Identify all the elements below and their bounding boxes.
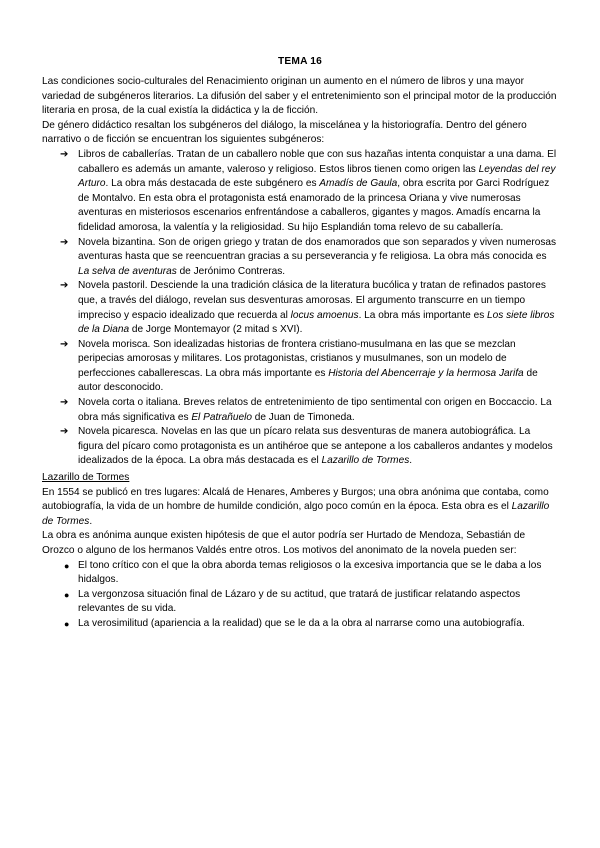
anonymity-reasons-list xyxy=(42,559,558,632)
list-item xyxy=(42,588,558,617)
list-item-text: Libros de caballerías. Tratan de un caballero noble que con sus hazañas intenta conquistar a una dama. El caballero es además un amante, valeroso y religioso. Estos libros tienen como origen las Leyendas del rey Arturo. La obra más destacada de este subgénero es Amadís de Gaula, obra escrita por Garci Rodríguez de Montalvo. En esta obra el protagonista está enamorado de la princesa Oriana y vive numerosas aventuras en misteriosos escenarios enfrentándose a caballeros, gigantes y magos. Amadís encarna la fidelidad amorosa, la valentía y la religiosidad. Su hijo Esplandián toma relevo de su caballería. xyxy=(78,148,557,233)
list-item xyxy=(42,279,558,337)
list-item-text: La verosimilitud (apariencia a la realidad) que se le da a la obra al narrarse como una autobiografía. xyxy=(78,617,525,629)
arrow-bullet-icon: ➔ xyxy=(60,397,69,409)
section-paragraph-1-text: En 1554 se publicó en tres lugares: Alcalá de Henares, Amberes y Burgos; una obra anónima que contaba, como autobiografía, la vida de un hombre de humilde condición, algo poco común en la época. Esta obra es el Lazarillo de Tormes. xyxy=(42,486,550,527)
arrow-bullet-icon: ➔ xyxy=(60,280,69,292)
list-item-text: Novela corta o italiana. Breves relatos de entretenimiento de tipo sentimental con origen en Boccaccio. La obra más significativa es El Patrañuelo de Juan de Timoneda. xyxy=(78,397,552,423)
intro-paragraph-1 xyxy=(42,75,558,119)
section-heading: Lazarillo de Tormes xyxy=(42,472,130,484)
section-paragraph-2-text: La obra es anónima aunque existen hipótesis de que el autor podría ser Hurtado de Mendoza, Sebastián de Orozco o alguno de los hermanos Valdés entre otros. Los motivos del anonimato de la novela pueden ser: xyxy=(42,530,526,556)
section-paragraph-2 xyxy=(42,529,558,558)
subgenres-list xyxy=(42,148,558,469)
list-item-text: La vergonzosa situación final de Lázaro y de su actitud, que tratará de justificar relatando aspectos relevantes de su vida. xyxy=(78,588,521,615)
list-item xyxy=(42,236,558,280)
list-item xyxy=(42,338,558,396)
arrow-bullet-icon: ➔ xyxy=(60,338,69,350)
list-item-text: Novela picaresca. Novelas en las que un pícaro relata sus desventuras de manera autobiográfica. La figura del pícaro como protagonista es un antihéroe que se antepone a los caballeros andantes y modelos idealizados de la época. La obra más destacada es el Lazarillo de Tormes. xyxy=(78,426,553,467)
dot-bullet-icon: ● xyxy=(64,589,70,600)
intro-paragraph-2 xyxy=(42,119,558,148)
intro-paragraph-2-text: De género didáctico resaltan los subgéneros del diálogo, la miscelánea y la historiografía. Dentro del género narrativo o de ficción se encuentran los siguientes subgéneros: xyxy=(42,119,527,146)
page-title: TEMA 16 xyxy=(277,56,323,67)
dot-bullet-icon: ● xyxy=(64,560,70,571)
arrow-bullet-icon: ➔ xyxy=(60,236,69,248)
dot-bullet-icon: ● xyxy=(64,618,70,629)
list-item-text: Novela bizantina. Son de origen griego y tratan de dos enamorados que son separados y viven numerosas aventuras hasta que se reencuentran gracias a su perseverancia y fe religiosa. La obra más conocida es La selva de aventuras de Jerónimo Contreras. xyxy=(78,236,557,277)
arrow-bullet-icon: ➔ xyxy=(60,426,69,438)
intro-paragraph-1-text: Las condiciones socio-culturales del Renacimiento originan un aumento en el número de libros y una mayor variedad de subgéneros literarios. La difusión del saber y el entretenimiento son el principal motor de la producción literaria en prosa, de la cual existía la didáctica y la de ficción. xyxy=(42,76,557,117)
list-item xyxy=(42,396,558,425)
list-item-text: Novela morisca. Son idealizadas historias de frontera cristiano-musulmana en las que se mezclan peripecias amorosas y militares. Los protagonistas, cristianos y musulmanes, son un modelo de perfecciones caballerescas. La obra más importante es Historia del Abencerraje y la hermosa Jarifa de autor desconocido. xyxy=(78,338,538,394)
list-item xyxy=(42,148,558,236)
section-paragraph-1 xyxy=(42,486,558,530)
list-item-text: Novela pastoril. Desciende la una tradición clásica de la literatura bucólica y tratan de refinados pastores que, a través del diálogo, revelan sus desventuras amorosas. El argumento transcurre en un tiempo impreciso y espacio idealizado que recuerda al locus amoenus. La obra más importante es Los siete libros de la Diana de Jorge Montemayor (2 mitad s XVI). xyxy=(78,280,555,336)
list-item-text: El tono crítico con el que la obra aborda temas religiosos o la excesiva importancia que se le daba a los hidalgos. xyxy=(78,559,542,586)
list-item xyxy=(42,559,558,588)
list-item xyxy=(42,425,558,469)
arrow-bullet-icon: ➔ xyxy=(60,148,69,160)
list-item xyxy=(42,617,558,632)
